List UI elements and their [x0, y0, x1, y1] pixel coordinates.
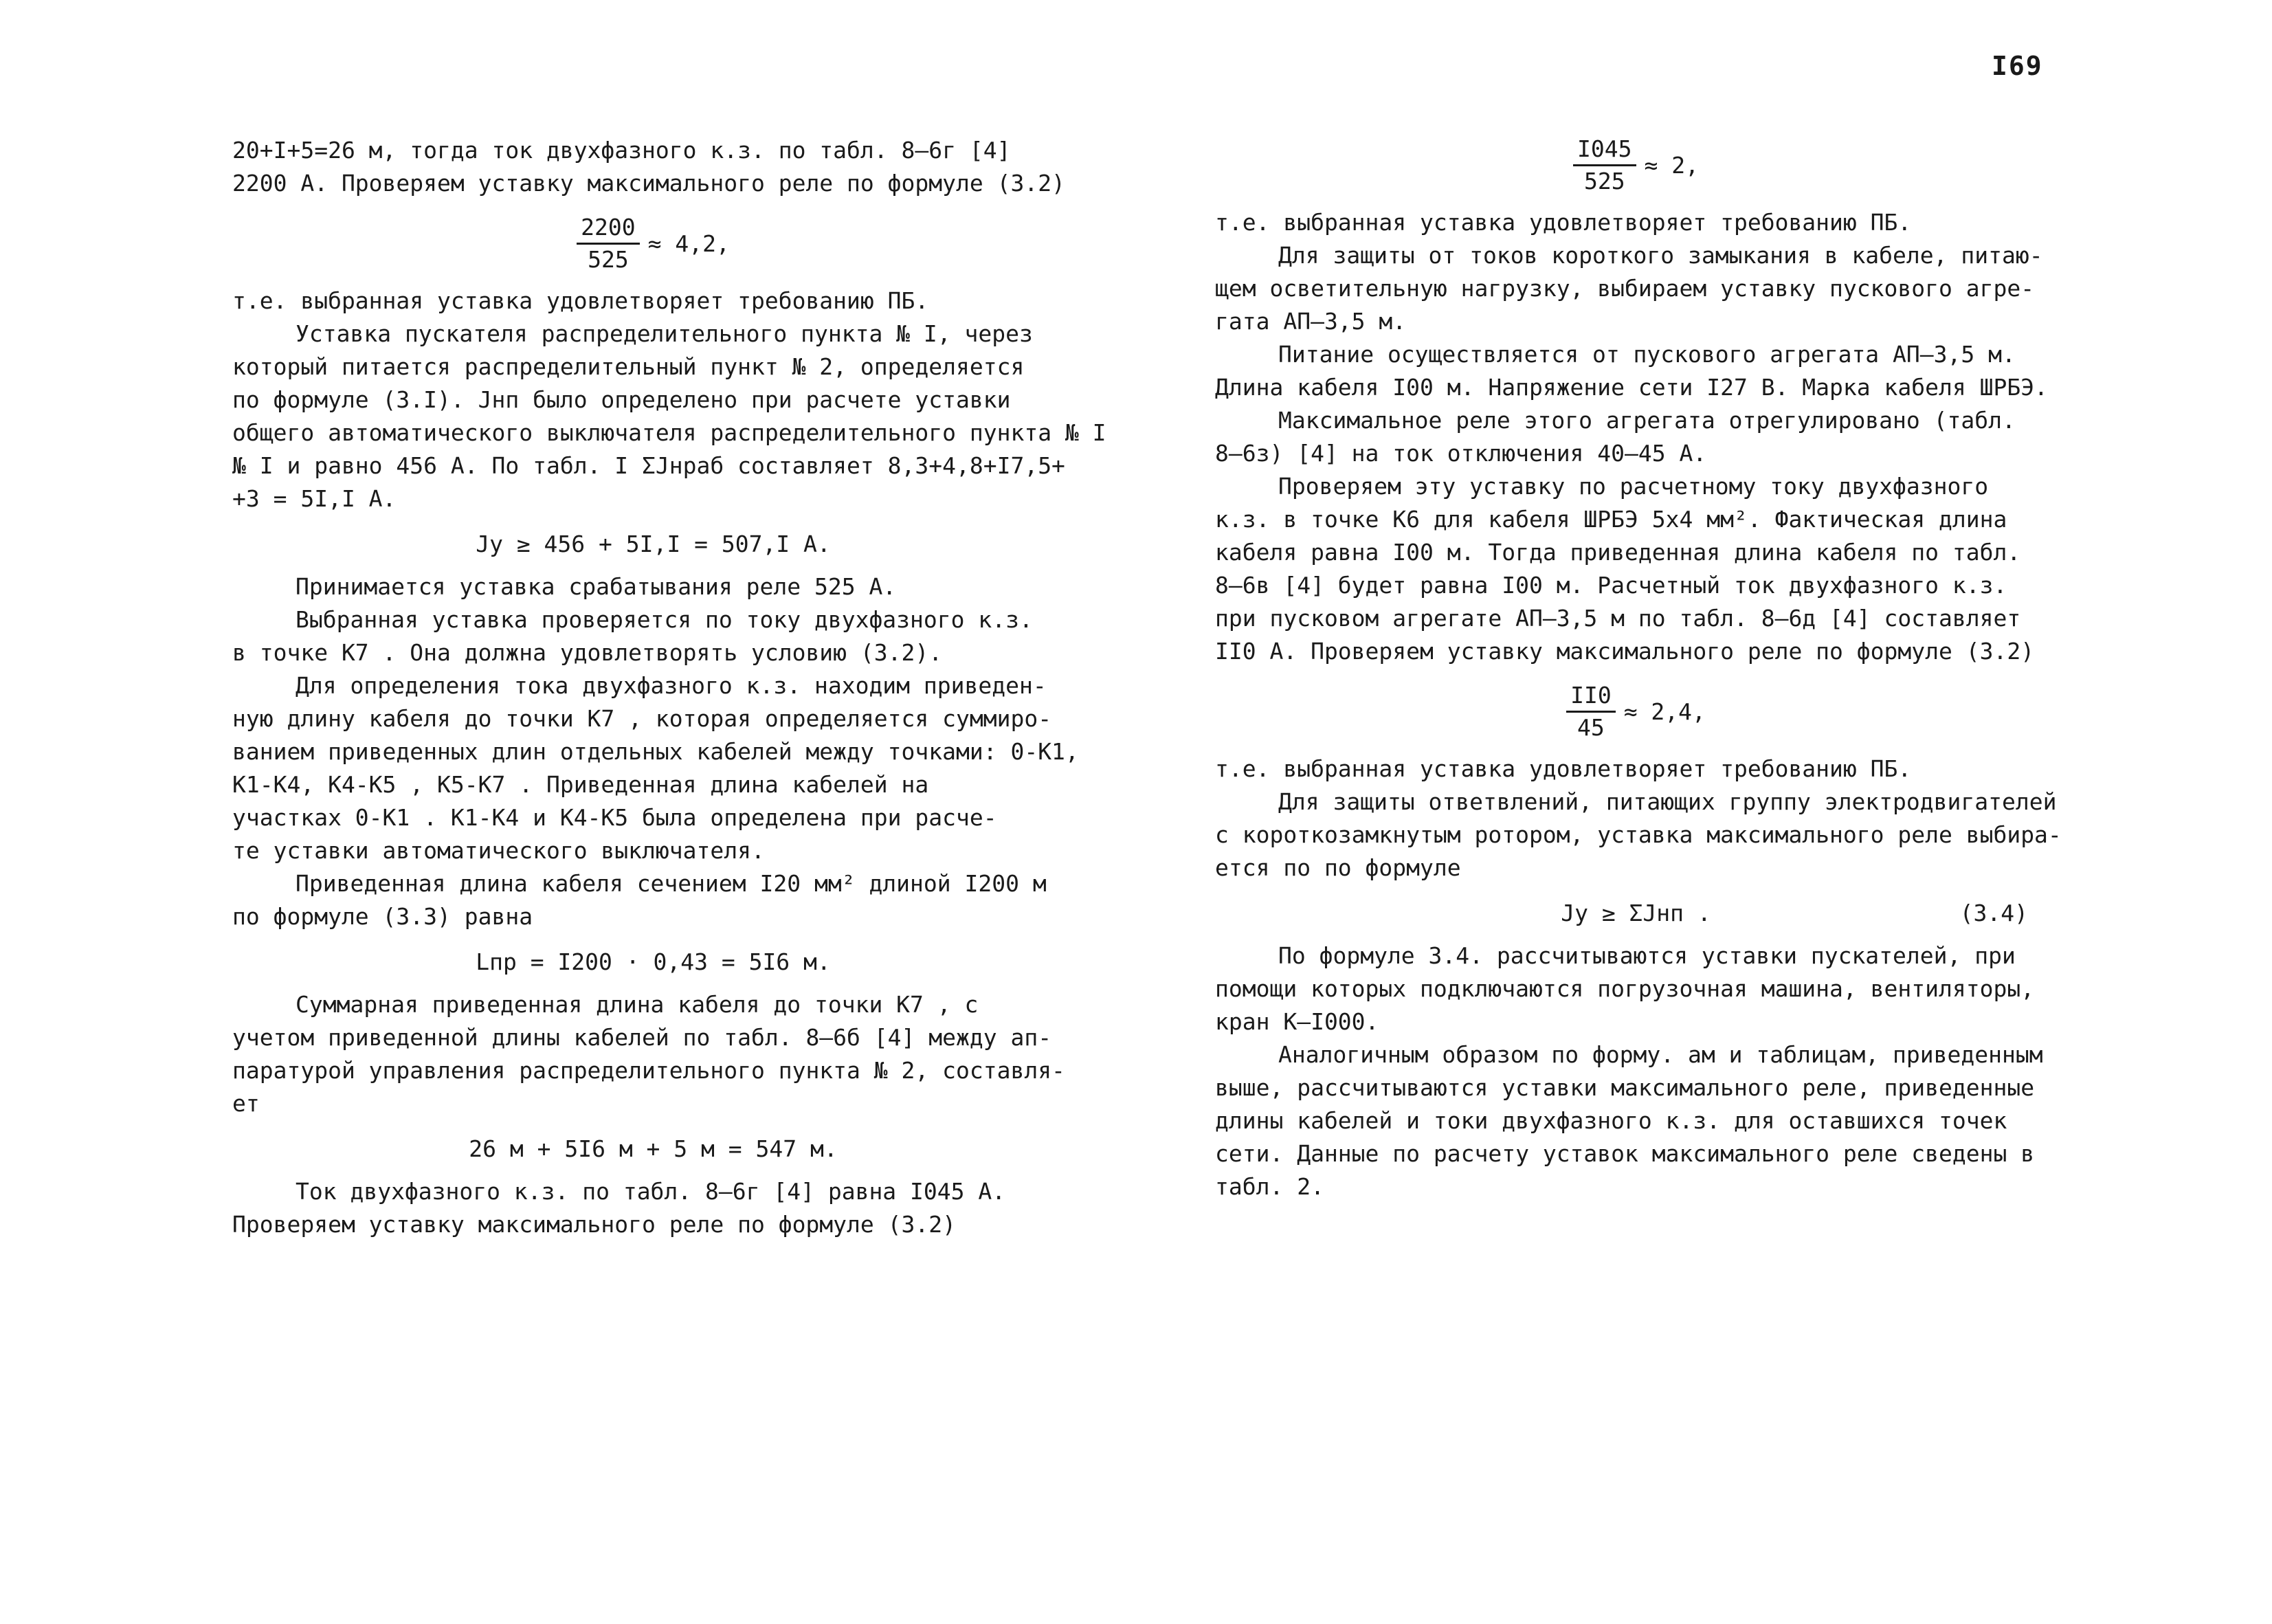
text-line: 8–6з) [4] на ток отключения 40–45 А. [1215, 440, 1707, 467]
text-line: общего автоматического выключателя распределительного пункта № I [232, 419, 1106, 446]
text-line: ется по по формуле [1215, 854, 1461, 881]
fraction-result: ≈ 2,4, [1623, 698, 1706, 725]
formula-sum-length: 26 м + 5I6 м + 5 м = 547 м. [469, 1135, 838, 1162]
text-line: по формуле (3.I). Jнп было определено при расчете уставки [232, 386, 1011, 413]
text-line: II0 А. Проверяем уставку максимального реле по формуле (3.2) [1215, 638, 2035, 665]
text-line: Питание осуществляется от пускового агрегата АП–3,5 м. [1278, 341, 2016, 368]
text-line: те уставки автоматического выключателя. [232, 837, 765, 864]
text-line: по формуле (3.3) равна [232, 903, 533, 930]
text-line: По формуле 3.4. рассчитываются уставки пускателей, при [1278, 942, 2016, 969]
text-line: ет [232, 1090, 260, 1117]
fraction-denominator: 525 [588, 246, 629, 273]
text-line: ную длину кабеля до точки К7 , которая определяется суммиро- [232, 705, 1052, 732]
text-line: участках 0-К1 . К1-К4 и К4-К5 была определена при расче- [232, 804, 997, 831]
text-line: с короткозамкнутым ротором, уставка максимального реле выбира- [1215, 821, 2062, 848]
left-column [232, 134, 1106, 1241]
text-line: Принимается уставка срабатывания реле 525 А. [296, 573, 897, 600]
text-line: кран К–I000. [1215, 1008, 1379, 1035]
text-line: к.з. в точке К6 для кабеля ШРБЭ 5х4 мм². Фактическая длина [1215, 506, 2007, 533]
text-line: Для определения тока двухфазного к.з. находим приведен- [296, 672, 1047, 699]
formula-ratio-1045 [1215, 134, 2057, 197]
text-line: т.е. выбранная уставка удовлетворяет требованию ПБ. [1215, 209, 1912, 236]
fraction-denominator: 525 [1583, 168, 1625, 194]
text-line: Для защиты ответвлений, питающих группу электродвигателей [1278, 788, 2057, 815]
text-line: ванием приведенных длин отдельных кабелей между точками: 0-К1, [232, 738, 1079, 765]
text-line: Для защиты от токов короткого замыкания в кабеле, питаю- [1278, 242, 2043, 269]
text-line: Приведенная длина кабеля сечением I20 мм² длиной I200 м [296, 870, 1047, 897]
text-line: помощи которых подключаются погрузочная машина, вентиляторы, [1215, 975, 2035, 1002]
text-line: 2200 А. Проверяем уставку максимального реле по формуле (3.2) [232, 170, 1065, 197]
fraction-denominator: 45 [1577, 714, 1605, 741]
formula-ratio-2200 [232, 212, 1074, 275]
text-line: Проверяем уставку максимального реле по формуле (3.2) [232, 1211, 956, 1238]
text-line: т.е. выбранная уставка удовлетворяет требованию ПБ. [1215, 755, 1912, 782]
formula-lpr: Lпр = I200 · 0,43 = 5I6 м. [476, 948, 831, 975]
text-line: кабеля равна I00 м. Тогда приведенная длина кабеля по табл. [1215, 539, 2021, 566]
text-line: учетом приведенной длины кабелей по табл. 8–6б [4] между ап- [232, 1024, 1052, 1051]
text-line: Максимальное реле этого агрегата отрегулировано (табл. [1278, 407, 2016, 434]
fraction [1566, 680, 1616, 743]
text-line: 8–6в [4] будет равна I00 м. Расчетный ток двухфазного к.з. [1215, 572, 2007, 599]
page-number: I69 [1992, 51, 2043, 81]
formula-3-4 [1215, 897, 2057, 930]
text-line: Суммарная приведенная длина кабеля до точки К7 , с [296, 991, 979, 1018]
text-line: сети. Данные по расчету уставок максимального реле сведены в [1215, 1140, 2035, 1167]
text-line: +3 = 5I,I А. [232, 485, 397, 512]
fraction-result: ≈ 4,2, [647, 230, 730, 257]
equation-number: (3.4) [1959, 900, 2028, 926]
text-line: длины кабелей и токи двухфазного к.з. для оставшихся точек [1215, 1107, 2007, 1134]
text-line: Уставка пускателя распределительного пункта № I, через [296, 320, 1033, 347]
text-line: 20+I+5=26 м, тогда ток двухфазного к.з. по табл. 8–6г [4] [232, 137, 1011, 164]
text-line: т.е. выбранная уставка удовлетворяет требованию ПБ. [232, 287, 929, 314]
fraction-numerator: II0 [1566, 680, 1616, 713]
fraction-numerator: 2200 [577, 212, 639, 245]
text-line: который питается распределительный пункт № 2, определяется [232, 353, 1025, 380]
text-line: в точке К7 . Она должна удовлетворять условию (3.2). [232, 639, 943, 666]
right-column [1215, 134, 2062, 1203]
text-line: Длина кабеля I00 м. Напряжение сети I27 В. Марка кабеля ШРБЭ. [1215, 374, 2048, 401]
text-line: паратурой управления распределительного пункта № 2, составля- [232, 1057, 1065, 1084]
text-line: табл. 2. [1215, 1173, 1324, 1200]
text-line: К1-К4, К4-К5 , К5-К7 . Приведенная длина кабелей на [232, 771, 929, 798]
fraction-numerator: I045 [1573, 134, 1636, 166]
text-line: Проверяем эту уставку по расчетному току двухфазного [1278, 473, 1989, 500]
fraction [1573, 134, 1636, 197]
text-line: выше, рассчитываются уставки максимального реле, приведенные [1215, 1074, 2035, 1101]
fraction-result: ≈ 2, [1644, 151, 1699, 179]
text-line: гата АП–3,5 м. [1215, 308, 1407, 335]
equation-expression: Jу ≥ ΣJнп . [1561, 900, 1711, 926]
fraction [577, 212, 639, 275]
text-line: Ток двухфазного к.з. по табл. 8–6г [4] равна I045 А. [296, 1178, 1006, 1205]
text-line: при пусковом агрегате АП–3,5 м по табл. 8–6д [4] составляет [1215, 605, 2021, 632]
text-line: щем осветительную нагрузку, выбираем уставку пускового агре- [1215, 275, 2035, 302]
text-line: № I и равно 456 А. По табл. I ΣJнраб составляет 8,3+4,8+I7,5+ [232, 452, 1065, 479]
formula-ratio-110 [1215, 680, 2057, 743]
text-line: Аналогичным образом по форму. ам и таблицам, приведенным [1278, 1041, 2043, 1068]
formula-jy: Jу ≥ 456 + 5I,I = 507,I А. [476, 531, 831, 557]
text-line: Выбранная уставка проверяется по току двухфазного к.з. [296, 606, 1033, 633]
